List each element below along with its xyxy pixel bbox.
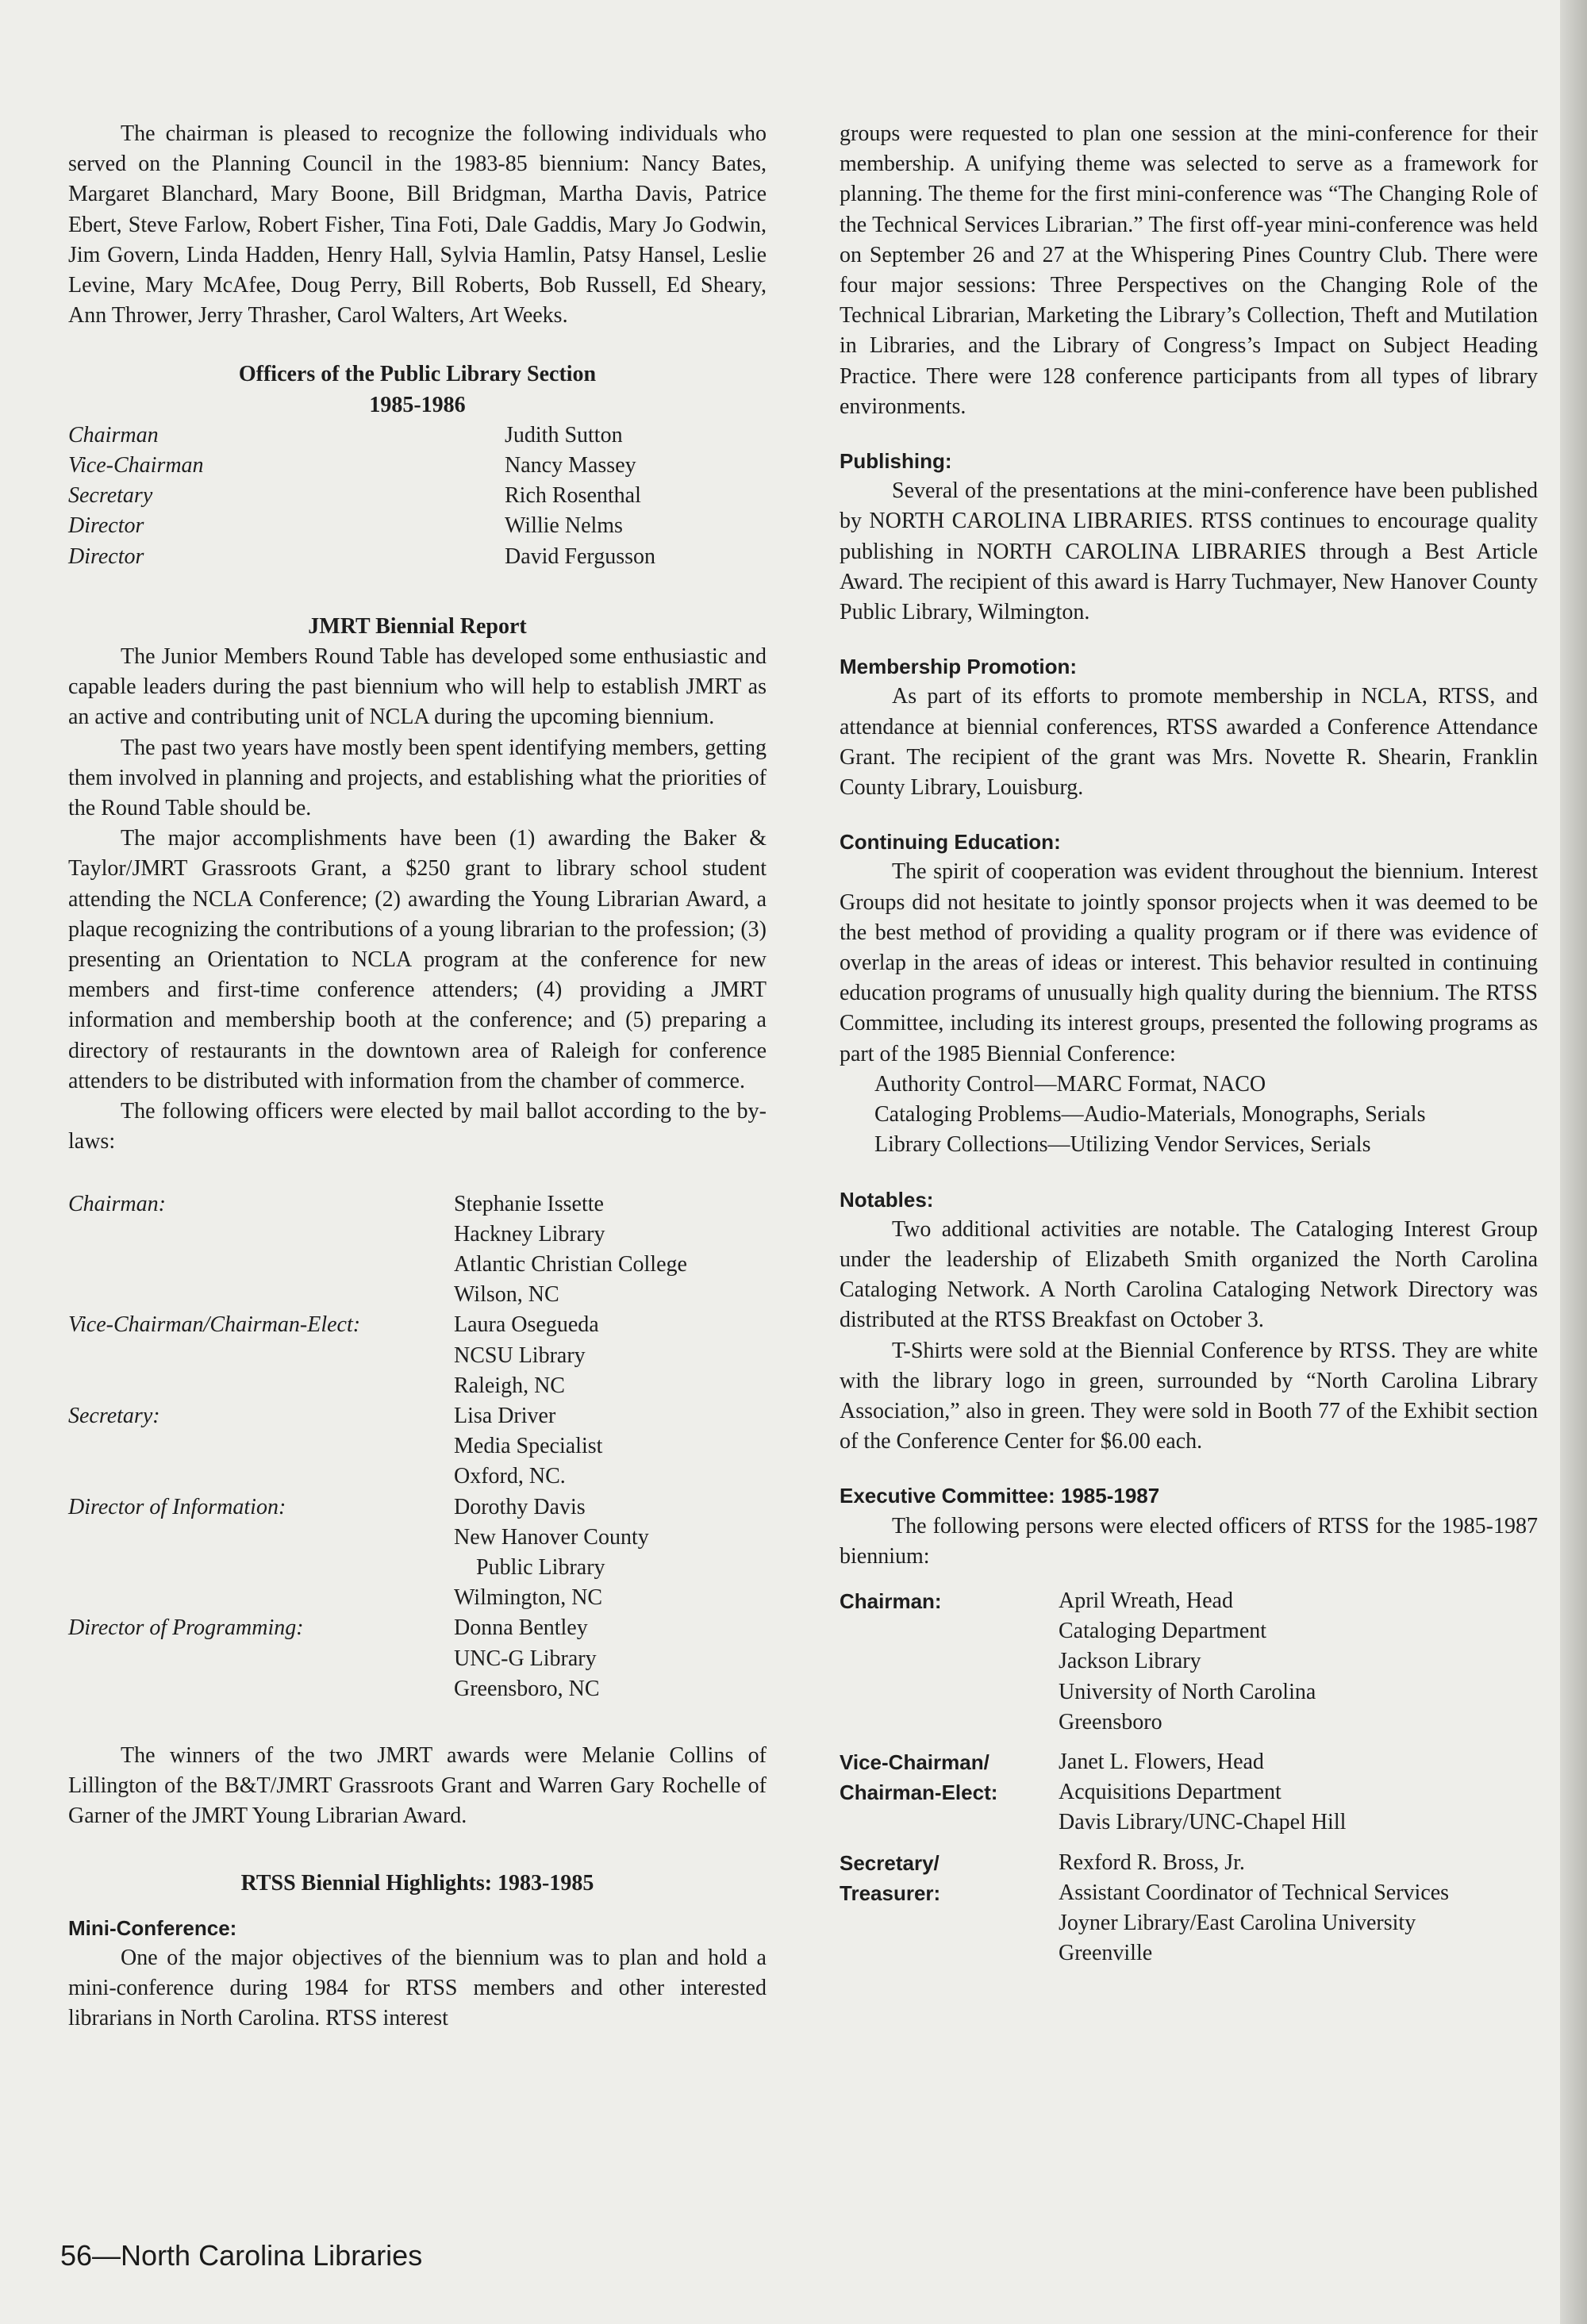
mini-conference-continued: groups were requested to plan one session at the mini-conference for their membership. A unifying theme was selected to serve as a framework for planning. The theme for the first mini-conference was “The Changing Role of the Technical Services Librarian.” The first off-year mini-conference was held on September 26 and 27 at the Whispering Pines Country Club. There were four major sessions: Three Perspectives on the Changing Role of the Technical Librarian, Marketing the Library’s Collection, Theft and Mutilation in Libraries, and the Library of Congress’s Impact on Subject Heading Practice. There were 128 conference participants from all types of library environments. xyxy=(840,121,1538,419)
page-footer: 56—North Carolina Libraries xyxy=(60,2239,423,2272)
mini-conference-paragraph: One of the major objectives of the biennium was to plan and hold a mini-conference during 1984 for RTSS members and other interested librarians in North Carolina. RTSS interest xyxy=(68,1945,767,2031)
page-edge-shadow xyxy=(1560,0,1587,2324)
program-list xyxy=(840,1070,1538,1161)
jmrt-paragraph-3: The major accomplishments have been (1) awarding the Baker & Taylor/JMRT Grassroots Grant, a $250 grant to library school student attending the NCLA Conference; (2) awarding the Young Librarian Award, a plaque recognizing the contributions of a young librarian to the profession; (3) presenting an Orientation to NCLA program at the conference for new members and first-time conference attenders; (4) providing a JMRT information and membership booth at the conference; and (5) preparing a directory of restaurants in the downtown area of Raleigh for conference attenders to be distributed with information from the chamber of commerce. xyxy=(68,826,767,1093)
jmrt-awards-paragraph: The winners of the two JMRT awards were Melanie Collins of Lillington of the B&T/JMRT Grassroots Grant and Warren Gary Rochelle of Garner of the JMRT Young Librarian Award. xyxy=(68,1742,767,1829)
exec-officer-row: Secretary/ Treasurer: Rexford R. Bross, Jr. Assistant Coordinator of Technical Services Joyner Library/East Carolina University Greenville xyxy=(840,1850,1450,1966)
jmrt-paragraph-1: The Junior Members Round Table has developed some enthusiastic and capable leaders during the past biennium who will help to establish JMRT as an active and contributing unit of NCLA during the upcoming biennium. xyxy=(68,644,767,730)
rtss-heading: RTSS Biennial Highlights: 1983-1985 xyxy=(240,1870,594,1896)
continuing-education-paragraph: The spirit of cooperation was evident throughout the biennium. Interest Groups did not hesitate to jointly sponsor projects when it was deemed to be the best method of providing a quality program or if there was evidence of overlap in the areas of ideas or interest. This behavior resulted in continuing education programs of unusually high quality during the biennium. The RTSS Committee, including its interest groups, presented the following programs as part of the 1985 Biennial Conference: xyxy=(840,859,1538,1066)
jmrt-officer-row: Director of Programming: Donna Bentley UNC-G Library Greensboro, NC xyxy=(68,1615,600,1701)
publishing-paragraph: Several of the presentations at the mini-conference have been published by NORTH CAROLINA LIBRARIES. RTSS continues to encourage quality publishing in NORTH CAROLINA LIBRARIES through a Best Article Award. The recipient of this award is Harry Tuchmayer, New Hanover County Public Library, Wilmington. xyxy=(840,478,1538,625)
membership-heading: Membership Promotion: xyxy=(840,655,1078,679)
notables-heading: Notables: xyxy=(840,1187,934,1212)
jmrt-officer-row: Chairman: Stephanie Issette Hackney Library Atlantic Christian College Wilson, NC xyxy=(68,1191,687,1308)
officer-row: Vice-Chairman Nancy Massey xyxy=(68,453,636,478)
list-item: Authority Control—MARC Format, NACO xyxy=(874,1071,1266,1097)
officer-row: Chairman Judith Sutton xyxy=(68,422,623,448)
list-item: Cataloging Problems—Audio-Materials, Monographs, Serials xyxy=(874,1102,1426,1127)
jmrt-officer-row: Secretary: Lisa Driver Media Specialist Oxford, NC. xyxy=(68,1403,603,1489)
left-column xyxy=(68,119,767,2034)
officer-row: Director Willie Nelms xyxy=(68,513,623,539)
right-column xyxy=(840,119,1538,1969)
notables-paragraph-2: T-Shirts were sold at the Biennial Conference by RTSS. They are white with the library logo in green, surrounded by “North Carolina Library Association,” also in green. They were sold in Booth 77 of the Exhibit section of the Conference Center for $6.00 each. xyxy=(840,1338,1538,1454)
exec-officers-table xyxy=(840,1586,1538,1969)
officers-table xyxy=(68,421,767,572)
jmrt-heading: JMRT Biennial Report xyxy=(308,613,527,639)
officer-row: Director David Fergusson xyxy=(68,544,656,569)
exec-officer-row: Chairman: April Wreath, Head Cataloging Department Jackson Library University of North Carolina Greensboro xyxy=(840,1588,1316,1734)
jmrt-officer-row: Director of Information: Dorothy Davis New Hanover County Public Library Wilmington, NC xyxy=(68,1494,649,1611)
mini-conference-heading: Mini-Conference: xyxy=(68,1915,237,1940)
exec-officer-row: Vice-Chairman/ Chairman-Elect: Janet L. Flowers, Head Acquisitions Department Davis Library/UNC-Chapel Hill xyxy=(840,1749,1347,1835)
officer-row: Secretary Rich Rosenthal xyxy=(68,483,641,509)
officers-heading: Officers of the Public Library Section xyxy=(238,362,597,387)
jmrt-paragraph-4: The following officers were elected by mail ballot according to the by-laws: xyxy=(68,1099,767,1154)
officers-years: 1985-1986 xyxy=(369,392,466,417)
planning-council-paragraph: The chairman is pleased to recognize the following individuals who served on the Planning Council in the 1983-85 biennium: Nancy Bates, Margaret Blanchard, Mary Boone, Bill Bridgman, Martha Davis, Patrice Ebert, Steve Farlow, Robert Fisher, Tina Foti, Dale Gaddis, Mary Jo Godwin, Jim Govern, Linda Hadden, Henry Hall, Sylvia Hamlin, Patsy Hansel, Leslie Levine, Mary McAfee, Doug Perry, Bill Roberts, Bob Russell, Ed Sheary, Ann Thrower, Jerry Thrasher, Carol Walters, Art Weeks. xyxy=(68,121,767,328)
jmrt-officers-table xyxy=(68,1189,767,1704)
notables-paragraph-1: Two additional activities are notable. The Cataloging Interest Group under the leadership of Elizabeth Smith organized the North Carolina Cataloging Network. A North Carolina Cataloging Network Directory was distributed at the RTSS Breakfast on October 3. xyxy=(840,1216,1538,1333)
membership-paragraph: As part of its efforts to promote membership in NCLA, RTSS, and attendance at biennial conferences, RTSS awarded a Conference Attendance Grant. The recipient of the grant was Mrs. Novette R. Shearin, Franklin County Library, Louisburg. xyxy=(840,684,1538,801)
jmrt-paragraph-2: The past two years have mostly been spent identifying members, getting them involved in planning and projects, and establishing what the priorities of the Round Table should be. xyxy=(68,735,767,821)
publishing-heading: Publishing: xyxy=(840,449,952,474)
list-item: Library Collections—Utilizing Vendor Services, Serials xyxy=(874,1132,1371,1158)
executive-committee-paragraph: The following persons were elected officers of RTSS for the 1985-1987 biennium: xyxy=(840,1513,1538,1569)
executive-committee-heading: Executive Committee: 1985-1987 xyxy=(840,1484,1160,1508)
continuing-education-heading: Continuing Education: xyxy=(840,830,1061,855)
jmrt-officer-row: Vice-Chairman/Chairman-Elect: Laura Osegueda NCSU Library Raleigh, NC xyxy=(68,1312,599,1398)
